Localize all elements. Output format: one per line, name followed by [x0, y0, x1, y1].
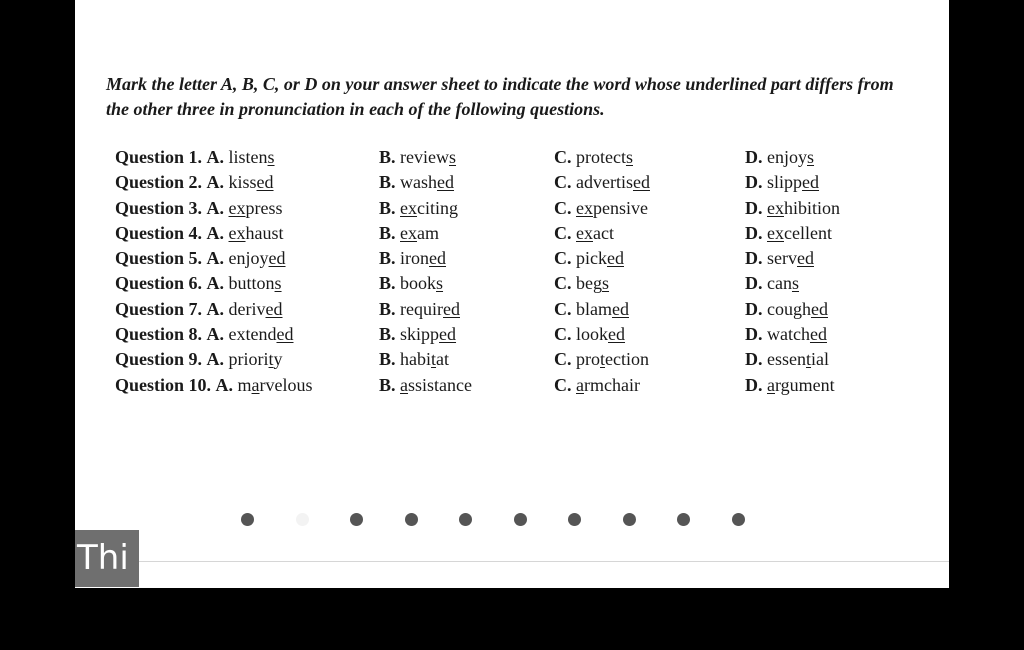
option-d: [745, 375, 835, 396]
word-part: act: [593, 222, 614, 243]
option-letter: B.: [379, 273, 396, 294]
word-part: essen: [767, 349, 806, 370]
option-word: [767, 324, 827, 344]
word-part: review: [400, 147, 449, 167]
option-word: [767, 273, 799, 293]
underlined-part: ed: [443, 298, 460, 319]
option-letter: B.: [379, 298, 396, 319]
option-letter: B.: [379, 248, 396, 269]
underlined-part: ex: [767, 222, 784, 243]
underlined-part: s: [625, 147, 633, 167]
option-b: [379, 324, 456, 345]
option-word: [400, 349, 449, 369]
option-b: [379, 198, 458, 219]
option-c: [554, 198, 648, 219]
option-a: [115, 248, 286, 269]
underlined-part: ex: [228, 222, 246, 243]
underlined-part: a: [767, 374, 775, 395]
option-letter: A.: [206, 273, 225, 294]
option-letter: B.: [379, 349, 396, 370]
underlined-part: t: [431, 349, 437, 370]
option-b: [379, 349, 449, 370]
underlined-part: ed: [607, 248, 624, 269]
option-a: [115, 375, 313, 396]
option-letter: D.: [745, 172, 763, 193]
option-word: [767, 299, 828, 319]
option-word: [400, 273, 443, 293]
question-label: Question 5.: [115, 248, 203, 269]
word-part: enjoy: [228, 248, 269, 269]
option-word: [576, 273, 609, 293]
word-part: protect: [576, 147, 626, 167]
option-word: [400, 299, 460, 319]
word-part: y: [273, 349, 283, 370]
carousel-dot[interactable]: [459, 513, 472, 526]
word-part: hibition: [784, 197, 841, 218]
option-letter: B.: [379, 147, 396, 167]
option-word: [229, 324, 294, 344]
underlined-part: ex: [576, 222, 593, 243]
option-b: [379, 147, 456, 168]
option-word: [400, 248, 446, 268]
underlined-part: ed: [439, 324, 457, 345]
option-word: [767, 172, 819, 192]
carousel-dot[interactable]: [405, 513, 418, 526]
option-word: [576, 248, 624, 268]
underlined-part: ed: [802, 172, 820, 193]
question-label: Question 4.: [115, 222, 203, 243]
option-letter: A.: [206, 197, 225, 218]
word-part: skipp: [400, 324, 440, 345]
option-word: [576, 299, 629, 319]
option-a: [115, 172, 274, 193]
option-b: [379, 223, 439, 244]
option-a: [115, 198, 283, 219]
option-d: [745, 248, 814, 269]
word-part: look: [576, 324, 609, 345]
question-label: Question 7.: [115, 298, 203, 319]
option-word: [576, 198, 648, 218]
word-part: can: [767, 273, 792, 294]
word-part: slipp: [767, 172, 803, 193]
word-part: iron: [400, 248, 430, 269]
option-letter: C.: [554, 324, 572, 345]
underlined-part: ed: [612, 298, 629, 319]
option-letter: C.: [554, 248, 572, 269]
option-letter: D.: [745, 197, 763, 218]
underlined-part: ex: [228, 197, 246, 218]
underlined-part: s: [807, 147, 815, 167]
option-letter: A.: [206, 298, 225, 319]
word-part: ection: [605, 349, 649, 370]
underlined-part: t: [268, 349, 274, 370]
option-letter: D.: [745, 147, 763, 167]
option-d: [745, 198, 840, 219]
word-part: citing: [417, 197, 459, 218]
word-part: press: [245, 197, 283, 218]
option-letter: C.: [554, 273, 572, 294]
tab-label[interactable]: Thi: [75, 530, 139, 587]
underlined-part: ed: [437, 172, 455, 193]
option-b: [379, 273, 443, 294]
bottom-bar: [75, 561, 949, 588]
option-c: [554, 248, 624, 269]
word-part: ial: [811, 349, 830, 370]
option-word: [576, 324, 625, 344]
word-part: pick: [576, 248, 607, 269]
question-label: Question 8.: [115, 324, 203, 345]
option-b: [379, 172, 454, 193]
word-part: haust: [245, 222, 284, 243]
option-letter: B.: [379, 172, 396, 193]
option-letter: B.: [379, 222, 396, 243]
option-b: [379, 248, 446, 269]
option-letter: C.: [554, 197, 572, 218]
option-word: [400, 375, 472, 395]
option-letter: A.: [215, 374, 234, 395]
word-part: cough: [767, 298, 811, 319]
option-letter: A.: [206, 324, 225, 345]
question-label: Question 2.: [115, 172, 203, 193]
carousel-dot[interactable]: [296, 513, 309, 526]
option-a: [115, 273, 282, 294]
word-part: priori: [228, 349, 269, 370]
option-word: [576, 375, 640, 395]
underlined-part: ed: [429, 248, 447, 269]
option-word: [767, 147, 814, 167]
option-a: [115, 299, 283, 320]
option-word: [229, 223, 284, 243]
option-c: [554, 375, 640, 396]
option-c: [554, 324, 625, 345]
underlined-part: ex: [400, 197, 418, 218]
word-part: serv: [767, 248, 797, 269]
option-letter: D.: [745, 248, 763, 269]
option-letter: A.: [206, 222, 225, 243]
word-part: m: [237, 374, 252, 395]
option-word: [400, 172, 454, 192]
option-word: [400, 324, 456, 344]
word-part: book: [400, 273, 437, 294]
option-word: [576, 147, 633, 167]
underlined-part: s: [436, 273, 444, 294]
option-letter: C.: [554, 222, 572, 243]
underlined-part: ed: [809, 324, 827, 345]
underlined-part: ex: [400, 222, 418, 243]
word-part: advertis: [576, 172, 633, 193]
option-letter: C.: [554, 172, 572, 193]
option-c: [554, 349, 649, 370]
option-word: [400, 147, 456, 167]
underlined-part: ed: [811, 298, 828, 319]
option-letter: C.: [554, 349, 572, 370]
option-word: [400, 223, 439, 243]
option-word: [767, 349, 829, 369]
word-part: enjoy: [767, 147, 807, 167]
word-part: at: [436, 349, 450, 370]
option-letter: B.: [379, 374, 396, 395]
option-word: [229, 147, 275, 167]
question-label: Question 6.: [115, 273, 203, 294]
word-part: rmchair: [584, 374, 640, 395]
option-letter: A.: [206, 172, 225, 193]
option-word: [238, 375, 313, 395]
option-c: [554, 147, 633, 168]
option-d: [745, 349, 829, 370]
underlined-part: ex: [767, 197, 784, 218]
carousel-dot[interactable]: [241, 513, 254, 526]
option-word: [767, 198, 840, 218]
question-label: Question 3.: [115, 197, 203, 218]
underlined-part: ed: [265, 298, 283, 319]
option-word: [229, 273, 282, 293]
word-part: listen: [228, 147, 268, 167]
word-part: extend: [228, 324, 277, 345]
option-a: [115, 349, 283, 370]
word-part: habi: [400, 349, 432, 370]
option-b: [379, 299, 460, 320]
option-word: [400, 198, 458, 218]
option-d: [745, 147, 814, 168]
option-letter: D.: [745, 349, 763, 370]
underlined-part: a: [576, 374, 584, 395]
carousel-dot[interactable]: [350, 513, 363, 526]
option-b: [379, 375, 472, 396]
underlined-part: ed: [608, 324, 626, 345]
word-part: deriv: [228, 298, 266, 319]
option-letter: B.: [379, 197, 396, 218]
word-part: pensive: [593, 197, 648, 218]
option-word: [767, 375, 835, 395]
word-part: button: [228, 273, 275, 294]
option-word: [229, 299, 283, 319]
option-letter: A.: [206, 248, 225, 269]
word-part: blam: [576, 298, 612, 319]
option-letter: D.: [745, 222, 763, 243]
option-letter: A.: [206, 147, 225, 167]
option-letter: B.: [379, 324, 396, 345]
document-page: [75, 0, 949, 587]
underlined-part: ed: [256, 172, 274, 193]
word-part: kiss: [228, 172, 257, 193]
option-c: [554, 299, 629, 320]
option-c: [554, 223, 614, 244]
option-letter: D.: [745, 374, 763, 395]
word-part: rgument: [775, 374, 835, 395]
word-part: watch: [767, 324, 810, 345]
underlined-part: t: [806, 349, 812, 370]
carousel-dot[interactable]: [732, 513, 745, 526]
underlined-part: a: [400, 374, 409, 395]
option-word: [767, 223, 832, 243]
underlined-part: ed: [276, 324, 294, 345]
option-word: [767, 248, 814, 268]
option-d: [745, 172, 819, 193]
underlined-part: s: [449, 147, 457, 167]
word-part: requir: [400, 298, 443, 319]
option-letter: C.: [554, 298, 572, 319]
carousel-dot[interactable]: [514, 513, 527, 526]
carousel-dot[interactable]: [623, 513, 636, 526]
underlined-part: a: [251, 374, 260, 395]
underlined-part: s: [267, 147, 275, 167]
underlined-part: s: [791, 273, 799, 294]
option-letter: D.: [745, 273, 763, 294]
option-letter: D.: [745, 324, 763, 345]
question-label: Question 9.: [115, 349, 203, 370]
word-part: beg: [576, 273, 602, 294]
underlined-part: t: [600, 349, 606, 370]
word-part: wash: [400, 172, 438, 193]
carousel-dot[interactable]: [677, 513, 690, 526]
word-part: pro: [576, 349, 600, 370]
underlined-part: ex: [576, 197, 593, 218]
option-word: [229, 172, 274, 192]
option-word: [576, 172, 650, 192]
option-letter: D.: [745, 298, 763, 319]
option-word: [576, 349, 649, 369]
word-part: am: [417, 222, 440, 243]
option-word: [229, 248, 286, 268]
word-part: ssistance: [408, 374, 472, 395]
option-c: [554, 273, 609, 294]
option-a: [115, 147, 275, 168]
instruction-text: Mark the letter A, B, C, or D on your answer sheet to indicate the word whose underlined part differs from the other three in pronunciation in each of the following questions.: [106, 74, 894, 119]
word-part: cellent: [784, 222, 832, 243]
option-c: [554, 172, 650, 193]
option-a: [115, 324, 294, 345]
question-label: Question 1.: [115, 147, 203, 167]
underlined-part: ed: [268, 248, 286, 269]
underlined-part: ed: [797, 248, 814, 269]
carousel-dot[interactable]: [568, 513, 581, 526]
option-d: [745, 299, 828, 320]
option-d: [745, 223, 832, 244]
word-part: rvelous: [259, 374, 313, 395]
underlined-part: s: [602, 273, 610, 294]
option-d: [745, 324, 827, 345]
option-letter: C.: [554, 374, 572, 395]
option-word: [576, 223, 614, 243]
question-label: Question 10.: [115, 374, 212, 395]
option-word: [229, 198, 283, 218]
underlined-part: ed: [632, 172, 650, 193]
option-a: [115, 223, 284, 244]
option-letter: A.: [206, 349, 225, 370]
option-letter: C.: [554, 147, 572, 167]
option-word: [229, 349, 283, 369]
underlined-part: s: [274, 273, 282, 294]
option-d: [745, 273, 799, 294]
